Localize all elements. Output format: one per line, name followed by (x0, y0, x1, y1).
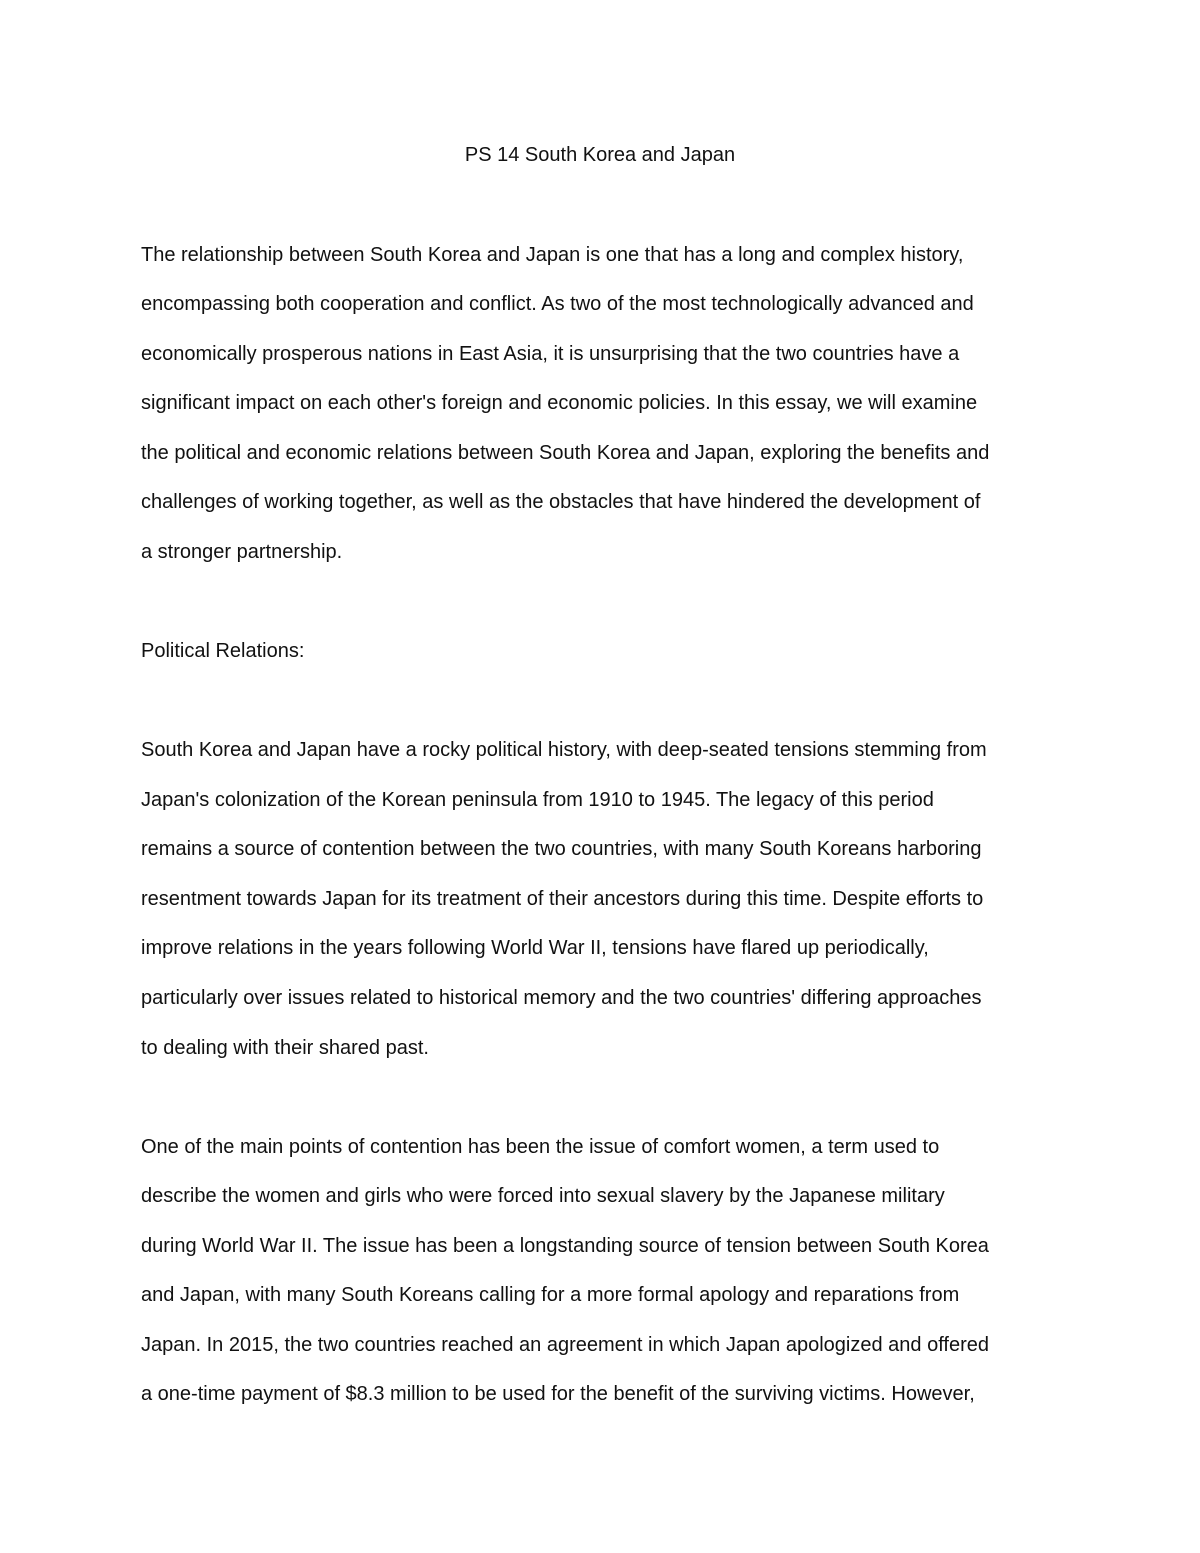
text-line: during World War II. The issue has been a longstanding source of tension between South Korea (141, 1235, 989, 1257)
text-line: describe the women and girls who were forced into sexual slavery by the Japanese military (141, 1185, 945, 1207)
text-line: a stronger partnership. (141, 541, 343, 563)
text-line: challenges of working together, as well as the obstacles that have hindered the development of (141, 491, 981, 513)
text-line: particularly over issues related to historical memory and the two countries' differing approaches (141, 987, 982, 1009)
text-line: and Japan, with many South Koreans calling for a more formal apology and reparations from (141, 1284, 960, 1306)
text-line: South Korea and Japan have a rocky political history, with deep-seated tensions stemming from (141, 739, 987, 761)
text-line: the political and economic relations between South Korea and Japan, exploring the benefits and (141, 442, 990, 464)
text-line: significant impact on each other's foreign and economic policies. In this essay, we will examine (141, 392, 978, 414)
text-line: One of the main points of contention has been the issue of comfort women, a term used to (141, 1136, 940, 1158)
text-line: a one-time payment of $8.3 million to be used for the benefit of the surviving victims. However, (141, 1383, 975, 1405)
text-line: Japan. In 2015, the two countries reached an agreement in which Japan apologized and offered (141, 1334, 989, 1356)
text-line: remains a source of contention between the two countries, with many South Koreans harboring (141, 838, 982, 860)
document-title: PS 14 South Korea and Japan (464, 144, 736, 166)
text-line: Japan's colonization of the Korean peninsula from 1910 to 1945. The legacy of this period (141, 789, 934, 811)
text-line: The relationship between South Korea and Japan is one that has a long and complex history, (141, 244, 964, 266)
text-line: economically prosperous nations in East Asia, it is unsurprising that the two countries have a (141, 343, 960, 365)
text-line: to dealing with their shared past. (141, 1037, 429, 1059)
text-line: encompassing both cooperation and conflict. As two of the most technologically advanced and (141, 293, 974, 315)
section-heading: Political Relations: (141, 640, 305, 662)
text-line: improve relations in the years following World War II, tensions have flared up periodically, (141, 937, 929, 959)
text-line: resentment towards Japan for its treatment of their ancestors during this time. Despite efforts to (141, 888, 984, 910)
